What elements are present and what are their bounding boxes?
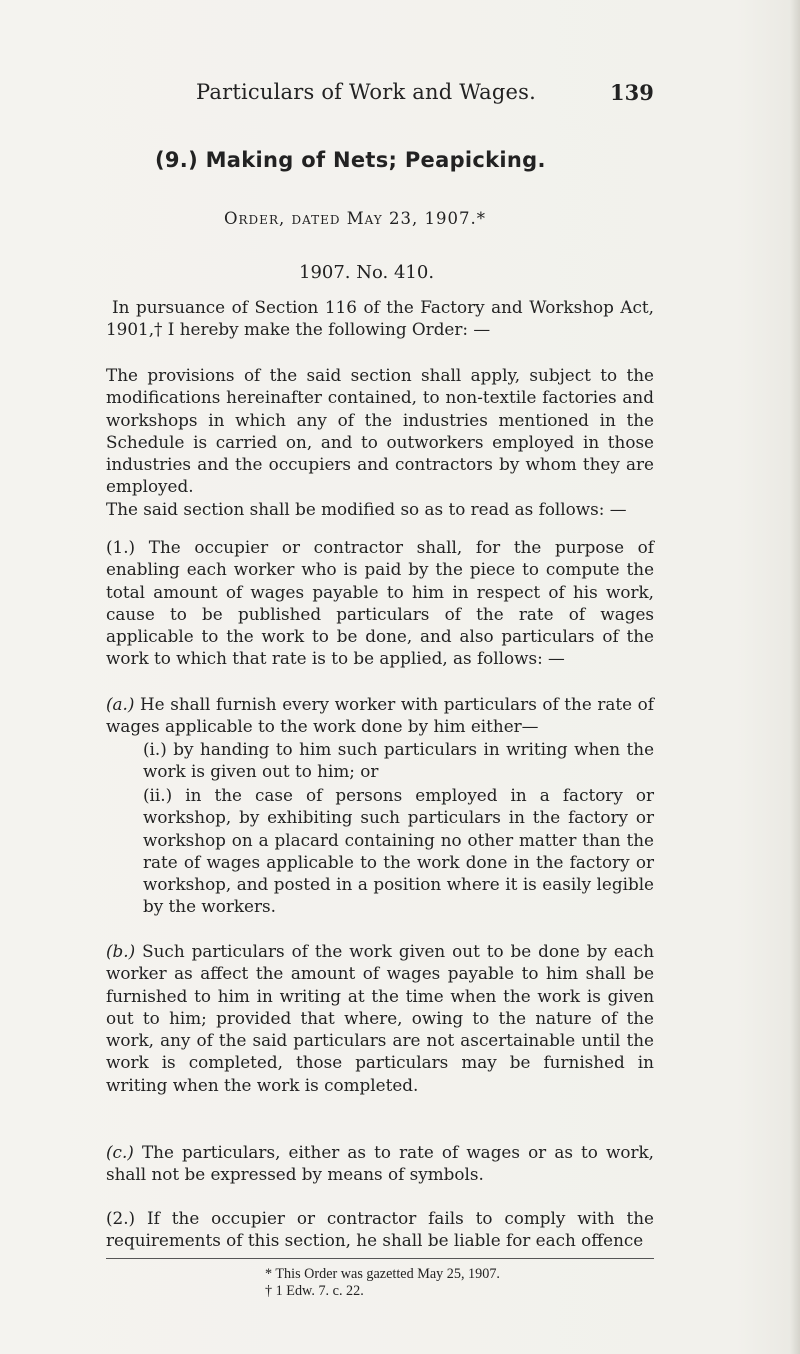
clause-b-paragraph [106,940,654,1096]
clause-ii-paragraph: (ii.) in the case of persons employed in a factory or workshop, by exhibiting such particulars in the factory or workshop on a placard containing no other matter than the rate of wages applicable to the work done in the factory or workshop, and posted in a position where it is easily legible by the workers. [143,785,654,917]
clause-a-text: He shall furnish every worker with particulars of the rate of wages applicable to the work done by him either— [106,694,654,737]
clause-b-label: (b.) [106,941,136,961]
clause-1-paragraph: (1.) The occupier or contractor shall, for the purpose of enabling each worker who is paid by the piece to compute the total amount of wages payable to him in respect of his work, cause to be published particulars of the rate of wages applicable to the work to be done, and also particulars of the work to which that rate is to be applied, as follows: — [106,537,654,669]
provisions-paragraph: The provisions of the said section shall apply, subject to the modifications hereinafter contained, to non-textile factories and workshops in which any of the industries mentioned in the Schedule is carried on, and to outworkers employed in those industries and the occupiers and contractors by whom they are employed. [106,365,654,497]
clause-c-text: The particulars, either as to rate of wages or as to work, shall not be expressed by means of symbols. [106,1142,654,1185]
intro-paragraph: In pursuance of Section 116 of the Factory and Workshop Act, 1901,† I hereby make the following Order: — [106,297,654,340]
footnote-act-citation: † 1 Edw. 7. c. 22. [265,1283,364,1299]
clause-i-paragraph: (i.) by handing to him such particulars in writing when the work is given out to him; or [143,739,654,782]
order-date-line: Order, dated May 23, 1907.* [224,209,486,228]
order-year-number: 1907. No. 410. [299,262,435,283]
footnote-divider [106,1258,654,1259]
section-title: (9.) Making of Nets; Peapicking. [155,148,546,172]
footnotes [265,1266,500,1300]
running-title: Particulars of Work and Wages. [196,80,537,104]
modified-paragraph: The said section shall be modified so as to read as follows: — [106,499,627,519]
clause-c-paragraph [106,1141,654,1186]
clause-c-label: (c.) [106,1142,134,1162]
footnote-gazetted: * This Order was gazetted May 25, 1907. [265,1266,500,1282]
page-edge-shadow [790,0,800,1354]
clause-a-paragraph [106,693,654,738]
clause-2-paragraph: (2.) If the occupier or contractor fails to comply with the requirements of this section, he shall be liable for each offence [106,1208,654,1251]
clause-b-text: Such particulars of the work given out to be done by each worker as affect the amount of wages payable to him shall be furnished to him in writing at the time when the work is given out to him; provided that where, owing to the nature of the work, any of the said particulars are not ascertainable until the work is completed, those particulars may be furnished in writing when the work is completed. [106,941,655,1095]
clause-a-label: (a.) [106,694,135,714]
page-number: 139 [610,80,654,105]
